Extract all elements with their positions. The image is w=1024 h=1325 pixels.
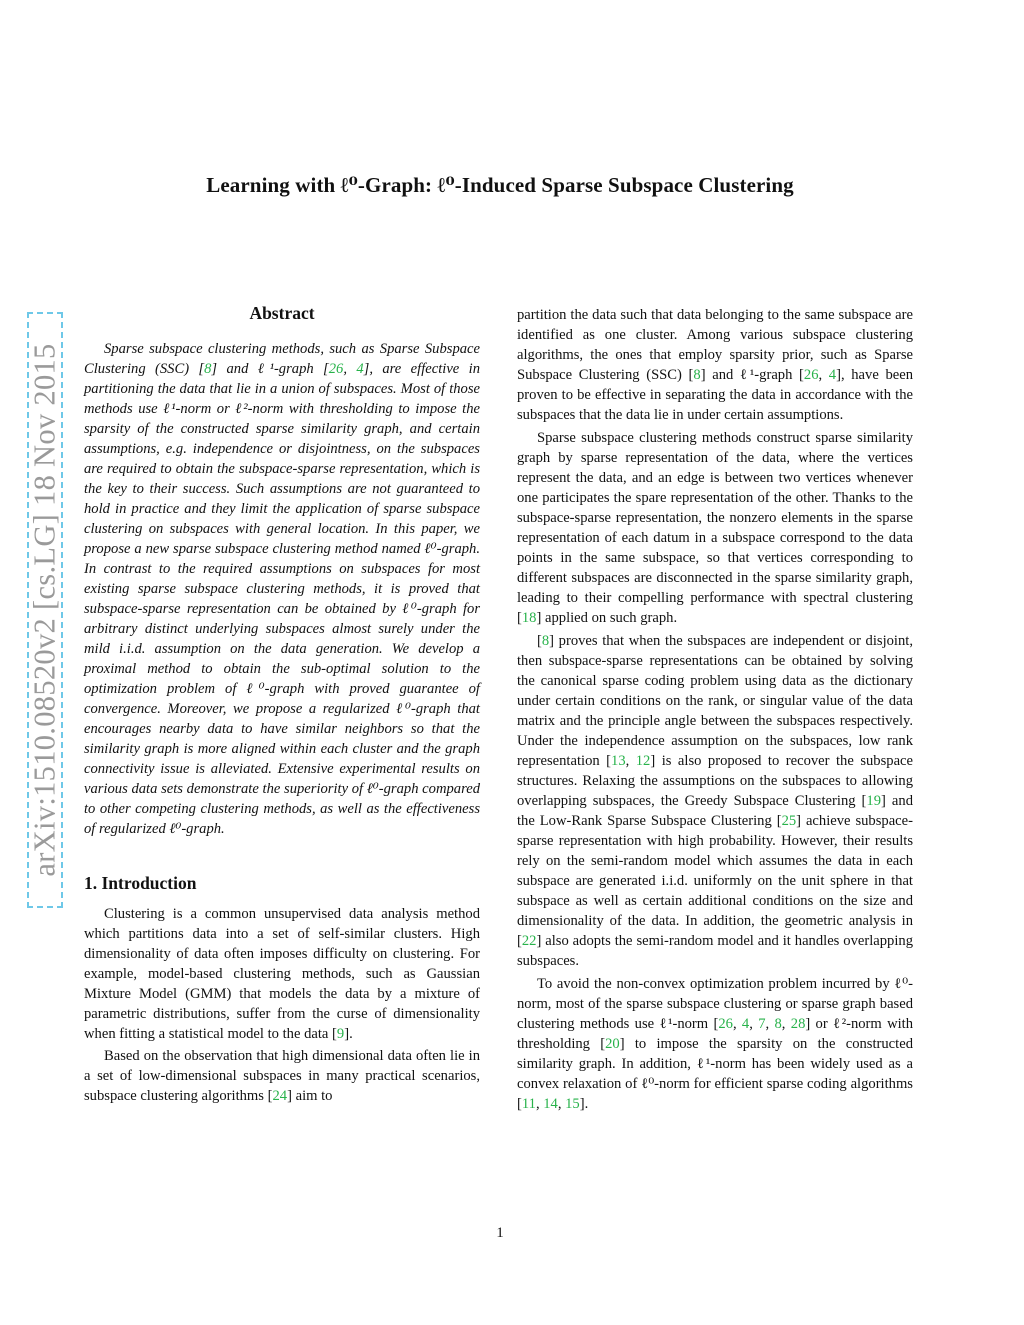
citation-link[interactable]: 22	[521, 933, 537, 949]
citation-link[interactable]: 8	[204, 361, 212, 377]
citation-link[interactable]: 20	[605, 1036, 620, 1052]
intro-paragraph: [8] proves that when the subspaces are independent or disjoint, then subspace-sparse representations can be obtained by solving the canonical sparse coding problem using data as the dictionary under certain conditions on the rank, or singular value of the data matrix and the principle angle between the subspaces respectively. Under the independence assumption on the subspaces, low rank representation [13, 12] is also proposed to recover the subspace structures. Relaxing the assumptions on the subspaces to allowing overlapping subspaces, the Greedy Subspace Clustering [19] and the Low-Rank Sparse Subspace Clustering [25] achieve subspace-sparse representation with high probability. However, their results rely on the semi-random model which assumes the data in each subspace are generated i.i.d. uniformly on the unit sphere in that subspace as well as certain additional conditions on the size and dimensionality of the data. In addition, the geometric analysis in [22] also adopts the semi-random model and it handles overlapping subspaces.	[517, 633, 914, 969]
citation-link[interactable]: 7	[758, 1016, 766, 1032]
citation-link[interactable]: 8	[774, 1016, 782, 1032]
citation-link[interactable]: 11	[521, 1096, 536, 1112]
right-column	[517, 305, 913, 1117]
citation-link[interactable]: 26	[718, 1016, 733, 1032]
abstract-text: Sparse subspace clustering methods, such as Sparse Subspace Clustering (SSC) [8] and ℓ¹-graph [26, 4], are effective in partitioning the data that lie in a union of subspaces. Most of those methods use ℓ¹-norm or ℓ²-norm with thresholding to impose the sparsity of the constructed sparse similarity graph, and certain assumptions, e.g. independence or disjointness, on the subspaces are required to obtain the subspace-sparse representation, which is the key to their success. Such assumptions are not guaranteed to hold in practice and they limit the application of sparse subspace clustering on subspaces with general location. In this paper, we propose a new sparse subspace clustering method named ℓ⁰-graph. In contrast to the required assumptions on subspaces for most existing sparse subspace clustering methods, it is proved that subspace-sparse representation can be obtained by ℓ⁰-graph for arbitrary distinct underlying subspaces almost surely under the mild i.i.d. assumption on the data generation. We develop a proximal method to obtain the sub-optimal solution to the optimization problem of ℓ⁰-graph with proved guarantee of convergence. Moreover, we propose a regularized ℓ⁰-graph that encourages nearby data to have similar neighbors so that the similarity graph is more aligned within each cluster and the graph connectivity issue is alleviated. Extensive experimental results on various data sets demonstrate the superiority of ℓ⁰-graph compared to other competing clustering methods, as well as the effectiveness of regularized ℓ⁰-graph.	[84, 341, 480, 837]
citation-link[interactable]: 19	[866, 793, 882, 809]
citation-link[interactable]: 28	[790, 1016, 806, 1032]
arxiv-stamp-text: arXiv:1510.08520v2 [cs.LG] 18 Nov 2015	[27, 343, 62, 877]
citation-link[interactable]: 9	[336, 1026, 345, 1042]
intro-paragraph: Based on the observation that high dimensional data often lie in a set of low-dimensional subspaces in many practical scenarios, subspace clustering algorithms [24] aim to	[84, 1048, 480, 1104]
citation-link[interactable]: 4	[356, 361, 364, 377]
citation-link[interactable]: 4	[741, 1016, 750, 1032]
intro-paragraph: Clustering is a common unsupervised data analysis method which partitions data into a set of self-similar clusters. High dimensionality of data often imposes difficulty on clustering. For example, model-based clustering methods, such as Gaussian Mixture Model (GMM) that models the data by a mixture of parametric distributions, suffer from the curse of dimensionality when fitting a statistical model to the data [9].	[84, 906, 480, 1042]
citation-link[interactable]: 26	[803, 367, 819, 383]
citation-link[interactable]: 12	[635, 753, 651, 769]
page-number: 1	[496, 1225, 504, 1241]
left-column	[84, 303, 480, 1106]
citation-link[interactable]: 25	[781, 813, 797, 829]
introduction-heading: 1. Introduction	[84, 873, 197, 893]
citation-link[interactable]: 13	[611, 753, 626, 769]
intro-paragraph: Sparse subspace clustering methods construct sparse similarity graph by sparse representation of the data, where the vertices represent the data, and an edge is between two vertices whenever one participates the spare representation of the other. Thanks to the subspace-sparse representation, the nonzero elements in the sparse representation of each datum in a subspace correspond to the data points in the same subspace, so that vertices corresponding to different subspaces are disconnected in the sparse similarity graph, leading to their compelling performance with spectral clustering [18] applied on such graph.	[517, 430, 913, 626]
citation-link[interactable]: 18	[521, 610, 537, 626]
citation-link[interactable]: 8	[541, 633, 550, 649]
citation-link[interactable]: 15	[565, 1096, 580, 1112]
paper-title: Learning with ℓ⁰-Graph: ℓ⁰-Induced Sparse Subspace Clustering	[206, 173, 794, 197]
citation-link[interactable]: 8	[693, 367, 701, 383]
citation-link[interactable]: 26	[328, 361, 344, 377]
citation-link[interactable]: 24	[272, 1088, 288, 1104]
intro-paragraph: partition the data such that data belonging to the same subspace are identified as one cluster. Among various subspace clustering algorithms, the ones that employ sparsity prior, such as Sparse Subspace Clustering (SSC) [8] and ℓ¹-graph [26, 4], have been proven to be effective in separating the data in accordance with the subspaces that the data lie in under certain assumptions.	[517, 307, 913, 423]
intro-paragraph: To avoid the non-convex optimization problem incurred by ℓ⁰-norm, most of the sparse subspace clustering or sparse graph based clustering methods use ℓ¹-norm [26, 4, 7, 8, 28] or ℓ²-norm with thresholding [20] to impose the sparsity on the constructed similarity graph. In addition, ℓ¹-norm has been widely used as a convex relaxation of ℓ⁰-norm for efficient sparse coding algorithms [11, 14, 15].	[517, 976, 914, 1112]
citation-link[interactable]: 4	[828, 367, 837, 383]
citation-link[interactable]: 14	[543, 1096, 558, 1112]
abstract-heading: Abstract	[249, 303, 315, 323]
arxiv-stamp[interactable]	[27, 312, 63, 908]
